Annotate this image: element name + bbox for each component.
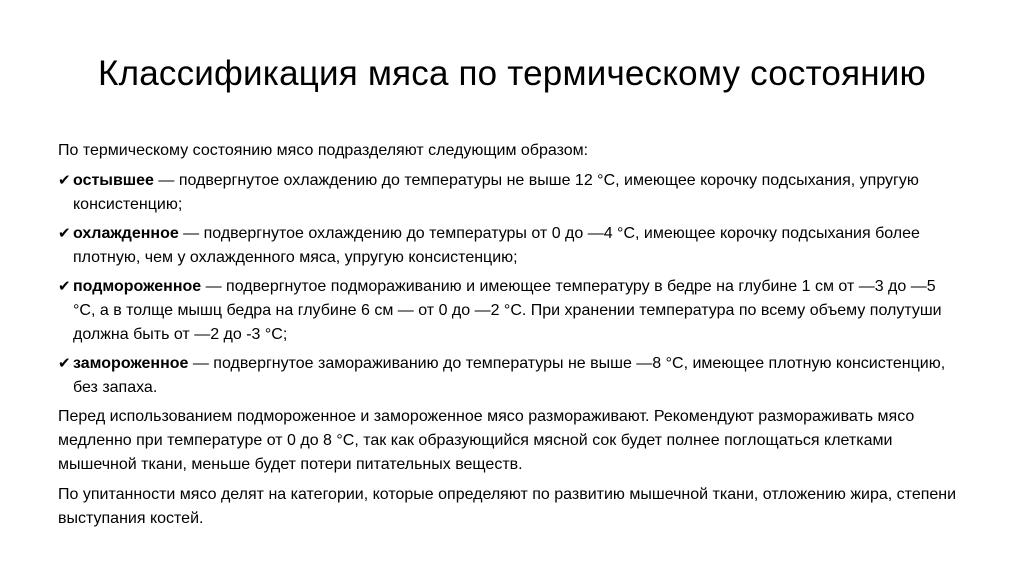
bullet-text: — подвергнутое охлаждению до температуры не выше 12 °С, имеющее корочку подсыхания, упругую консистенцию; (73, 172, 919, 213)
thawing-paragraph: Перед использованием подмороженное и замороженное мясо размораживают. Рекомендуют размораживать мясо медленно при температуре от 0 до 8 °С, так как образующийся мясной сок будет полнее поглощаться клетками мышечной ткани, меньше будет потери питательных веществ. (58, 408, 915, 473)
categories-paragraph: По упитанности мясо делят на категории, которые определяют по развитию мышечной ткани, отложению жира, степени выступания костей. (58, 486, 957, 527)
bullet-item-frozen (58, 352, 958, 400)
bullet-item-cooled (58, 169, 958, 217)
bullet-term: остывшее (73, 172, 154, 189)
bullet-text: — подвергнутое замораживанию до температуры не выше —8 °С, имеющее плотную консистенцию, без запаха. (73, 355, 946, 396)
bullet-item-supercooled (58, 275, 958, 347)
checkmark-icon: ✔ (58, 225, 71, 242)
slide-title: Классификация мяса по термическому состоянию (98, 54, 926, 93)
bullet-text: — подвергнутое охлаждению до температуры от 0 до —4 °С, имеющее корочку подсыхания более плотную, чем у охлажденного мяса, упругую консистенцию; (73, 225, 920, 266)
bullet-term: подмороженное (73, 278, 202, 295)
bullet-item-chilled (58, 222, 958, 270)
intro-paragraph: По термическому состоянию мясо подразделяют следующим образом: (58, 142, 589, 159)
checkmark-icon: ✔ (58, 278, 71, 295)
slide-content (58, 139, 958, 537)
bullet-term: охлажденное (73, 225, 179, 242)
checkmark-icon: ✔ (58, 355, 71, 372)
bullet-term: замороженное (73, 355, 189, 372)
bullet-text: — подвергнутое подмораживанию и имеющее температуру в бедре на глубине 1 см от —3 до —5 °С, а в толще мышц бедра на глубине 6 см — от 0 до —2 °С. При хранении температура по всему объему полутуши должна быть от —2 до -3 °С; (73, 278, 942, 343)
checkmark-icon: ✔ (58, 172, 71, 189)
